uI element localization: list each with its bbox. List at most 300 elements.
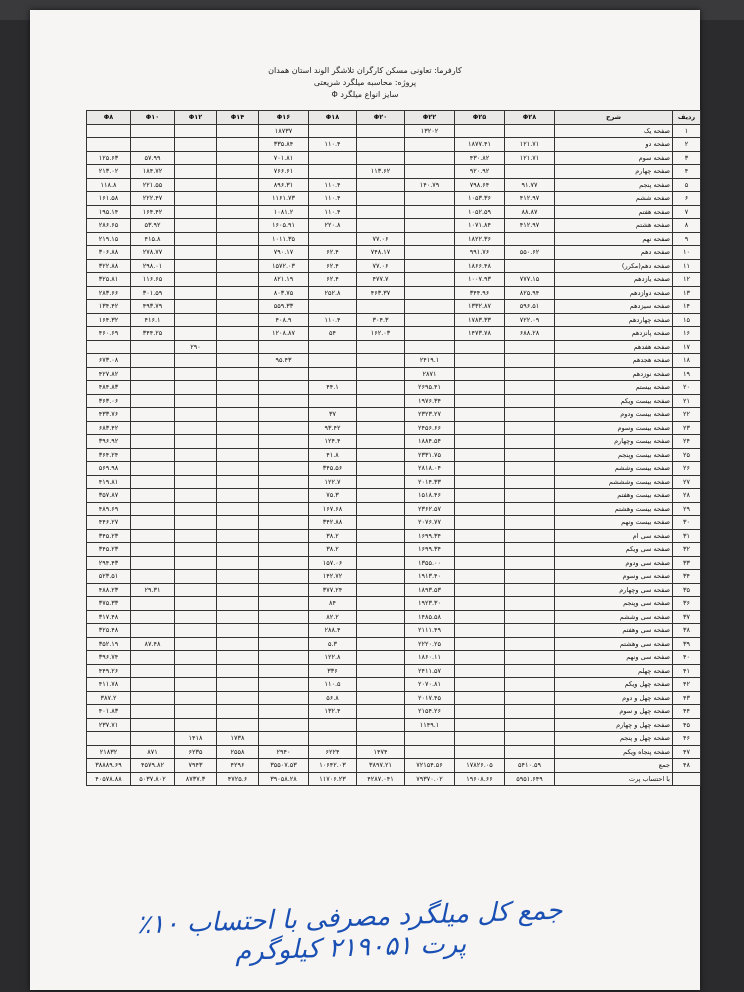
quantity-cell <box>357 705 405 719</box>
quantity-cell <box>175 205 217 219</box>
quantity-cell <box>455 435 505 449</box>
row-number-cell: ۴۸ <box>673 759 701 773</box>
quantity-cell: ۳۴۴.۹۶ <box>455 286 505 300</box>
quantity-cell <box>259 394 309 408</box>
quantity-cell: ۸۲.۲ <box>309 610 357 624</box>
quantity-cell <box>217 340 259 354</box>
quantity-cell: ۳۹۶.۷۴ <box>87 651 131 665</box>
quantity-cell: ۳۸۹۷.۲۱ <box>357 759 405 773</box>
quantity-cell: ۴۱۱.۷۸ <box>87 678 131 692</box>
quantity-cell <box>505 489 555 503</box>
description-cell: صفحه دو <box>555 138 673 152</box>
quantity-cell: ۱۶۱.۵۸ <box>87 192 131 206</box>
quantity-cell <box>217 408 259 422</box>
table-row <box>87 489 701 503</box>
quantity-cell <box>505 475 555 489</box>
row-number-cell: ۱۹ <box>673 367 701 381</box>
quantity-cell <box>217 543 259 557</box>
description-cell: صفحه بیست وپنجم <box>555 448 673 462</box>
table-row <box>87 705 701 719</box>
quantity-cell <box>357 529 405 543</box>
quantity-cell <box>175 475 217 489</box>
row-number-cell: ۱ <box>673 124 701 138</box>
quantity-cell: ۱۵۷.۰۶ <box>309 556 357 570</box>
table-row <box>87 543 701 557</box>
description-cell: صفحه یازدهم <box>555 273 673 287</box>
quantity-cell <box>259 624 309 638</box>
quantity-cell: ۳۴۲.۸۸ <box>309 516 357 530</box>
row-number-cell: ۲۴ <box>673 435 701 449</box>
quantity-cell: ۵۵۹.۳۳ <box>259 300 309 314</box>
column-header: Φ۲۲ <box>405 111 455 125</box>
quantity-cell <box>175 394 217 408</box>
quantity-cell <box>131 705 175 719</box>
quantity-cell: ۲۷۸.۷۷ <box>131 246 175 260</box>
quantity-cell: ۴۰۱.۸۳ <box>87 705 131 719</box>
row-number-cell: ۱۸ <box>673 354 701 368</box>
row-number-cell: ۴۱ <box>673 664 701 678</box>
quantity-cell <box>357 381 405 395</box>
description-cell: صفحه سی وهفتم <box>555 624 673 638</box>
quantity-cell: ۲۹۰ <box>175 340 217 354</box>
description-cell: صفحه چهل ویکم <box>555 678 673 692</box>
quantity-cell: ۱۹۲۳.۳۰ <box>405 597 455 611</box>
quantity-cell: ۳۵۵۰۷.۵۳ <box>259 759 309 773</box>
quantity-cell <box>455 651 505 665</box>
table-row <box>87 367 701 381</box>
quantity-cell <box>505 583 555 597</box>
quantity-cell <box>175 583 217 597</box>
quantity-cell <box>175 313 217 327</box>
quantity-cell: ۸۸.۸۷ <box>505 205 555 219</box>
quantity-cell <box>505 381 555 395</box>
quantity-cell: ۱۱۰.۴ <box>309 205 357 219</box>
quantity-cell: ۱۷۳۸ <box>217 732 259 746</box>
quantity-cell <box>175 624 217 638</box>
table-row <box>87 205 701 219</box>
table-row <box>87 462 701 476</box>
description-cell: صفحه هشتم <box>555 219 673 233</box>
quantity-cell: ۶۷۳.۰۸ <box>87 354 131 368</box>
quantity-cell: ۲۱۱۱.۴۹ <box>405 624 455 638</box>
quantity-cell: ۷۵.۳ <box>309 489 357 503</box>
description-cell: صفحه بیست ودوم <box>555 408 673 422</box>
quantity-cell <box>405 232 455 246</box>
quantity-cell: ۱۵۷۲.۰۳ <box>259 259 309 273</box>
quantity-cell: ۴۳۰.۸۲ <box>455 151 505 165</box>
quantity-cell <box>309 151 357 165</box>
row-number-cell: ۴۳ <box>673 691 701 705</box>
quantity-cell: ۵۴ <box>309 327 357 341</box>
quantity-cell <box>131 124 175 138</box>
quantity-cell <box>405 340 455 354</box>
quantity-cell <box>259 664 309 678</box>
quantity-cell <box>405 300 455 314</box>
quantity-cell <box>455 381 505 395</box>
quantity-cell <box>87 340 131 354</box>
quantity-cell <box>455 394 505 408</box>
row-number-cell: ۳۰ <box>673 516 701 530</box>
quantity-cell <box>405 192 455 206</box>
quantity-cell <box>357 367 405 381</box>
quantity-cell <box>505 732 555 746</box>
quantity-cell <box>505 637 555 651</box>
quantity-cell: ۱۱۰.۴ <box>309 178 357 192</box>
quantity-cell: ۷۷۷.۱۵ <box>505 273 555 287</box>
quantity-cell: ۸۲۱.۱۹ <box>259 273 309 287</box>
quantity-cell: ۷۹۸.۶۴ <box>455 178 505 192</box>
quantity-cell <box>259 516 309 530</box>
rebar-table <box>86 110 701 786</box>
quantity-cell <box>175 421 217 435</box>
quantity-cell <box>131 489 175 503</box>
quantity-cell <box>505 664 555 678</box>
quantity-cell <box>505 259 555 273</box>
handwritten-total-note: جمع کل میلگرد مصرفی با احتساب ۱۰٪ پرت ۲۱۹۰۵۱ کیلوگرم <box>136 895 563 968</box>
document-sheet <box>30 10 700 990</box>
quantity-cell: ۲۰۱۷.۴۵ <box>405 691 455 705</box>
description-cell: صفحه پنجاه ویکم <box>555 745 673 759</box>
quantity-cell: ۲۹۸.۰۱ <box>131 259 175 273</box>
quantity-cell: ۲۸۶.۶۵ <box>87 219 131 233</box>
quantity-cell <box>455 516 505 530</box>
quantity-cell: ۱۱۴۹.۱ <box>405 718 455 732</box>
quantity-cell: ۲۳۲۳.۲۷ <box>405 408 455 422</box>
quantity-cell: ۱۲۱.۷۱ <box>505 151 555 165</box>
quantity-cell <box>217 327 259 341</box>
quantity-cell <box>259 583 309 597</box>
quantity-cell: ۴۵۷۹.۸۲ <box>131 759 175 773</box>
quantity-cell: ۱۰۵۲.۵۹ <box>455 205 505 219</box>
column-header: Φ۲۵ <box>455 111 505 125</box>
quantity-cell: ۸۷۳۷.۳ <box>175 772 217 786</box>
quantity-cell <box>505 516 555 530</box>
quantity-cell: ۴۱۵.۸ <box>131 232 175 246</box>
quantity-cell <box>505 340 555 354</box>
table-row <box>87 421 701 435</box>
quantity-cell <box>131 597 175 611</box>
quantity-cell: ۱۰۷۱.۸۴ <box>455 219 505 233</box>
quantity-cell <box>505 570 555 584</box>
quantity-cell <box>217 165 259 179</box>
quantity-cell: ۱۴۱۸ <box>175 732 217 746</box>
quantity-cell: ۴۱۹.۸۱ <box>87 475 131 489</box>
quantity-cell <box>175 462 217 476</box>
quantity-cell <box>217 448 259 462</box>
row-number-cell: ۳۸ <box>673 624 701 638</box>
quantity-cell <box>357 543 405 557</box>
table-row <box>87 232 701 246</box>
description-cell: صفحه چهاردهم <box>555 313 673 327</box>
column-header: Φ۱۴ <box>217 111 259 125</box>
quantity-cell <box>357 718 405 732</box>
column-header: ردیف <box>673 111 701 125</box>
quantity-cell <box>175 300 217 314</box>
quantity-cell: ۵۰۳۷.۸۰۲ <box>131 772 175 786</box>
quantity-cell: ۳۶۴.۲۴ <box>87 448 131 462</box>
quantity-cell <box>131 462 175 476</box>
quantity-cell <box>131 354 175 368</box>
quantity-cell <box>175 192 217 206</box>
quantity-cell: ۹۳.۴۲ <box>309 421 357 435</box>
table-row <box>87 597 701 611</box>
row-number-cell: ۱۶ <box>673 327 701 341</box>
table-row <box>87 273 701 287</box>
quantity-cell <box>505 462 555 476</box>
row-number-cell: ۳۶ <box>673 597 701 611</box>
description-cell: صفحه بیست ونهم <box>555 516 673 530</box>
table-row <box>87 691 701 705</box>
quantity-cell <box>259 489 309 503</box>
quantity-cell: ۴۲۹۶ <box>217 759 259 773</box>
quantity-cell <box>455 556 505 570</box>
quantity-cell <box>405 273 455 287</box>
quantity-cell: ۲۶۹۵.۴۱ <box>405 381 455 395</box>
quantity-cell: ۱۱۶.۶۵ <box>131 273 175 287</box>
description-cell: صفحه چهارم <box>555 165 673 179</box>
quantity-cell <box>259 502 309 516</box>
quantity-cell: ۱۲۰۸.۸۷ <box>259 327 309 341</box>
quantity-cell: ۱۷۸۲۶.۰۵ <box>455 759 505 773</box>
quantity-cell: ۷۴۸.۱۷ <box>357 246 405 260</box>
quantity-cell <box>455 340 505 354</box>
quantity-cell: ۲۳۷.۷۱ <box>87 718 131 732</box>
quantity-cell: ۳۰۴.۳ <box>357 313 405 327</box>
row-number-cell: ۴۵ <box>673 718 701 732</box>
quantity-cell: ۴۶۳.۳۷ <box>357 286 405 300</box>
quantity-cell <box>357 624 405 638</box>
quantity-cell: ۲۹۴.۴۳ <box>87 556 131 570</box>
quantity-cell <box>455 354 505 368</box>
quantity-cell <box>505 543 555 557</box>
quantity-cell <box>405 313 455 327</box>
row-number-cell: ۳۵ <box>673 583 701 597</box>
row-number-cell: ۷ <box>673 205 701 219</box>
quantity-cell <box>259 556 309 570</box>
description-cell: صفحه چهل و دوم <box>555 691 673 705</box>
quantity-cell <box>309 394 357 408</box>
description-cell: صفحه سی ویکم <box>555 543 673 557</box>
quantity-cell <box>309 300 357 314</box>
quantity-cell: ۱۰۸۱.۲ <box>259 205 309 219</box>
quantity-cell <box>131 502 175 516</box>
quantity-cell: ۷۲۱۵۴.۵۶ <box>405 759 455 773</box>
quantity-cell <box>505 354 555 368</box>
quantity-cell: ۳۶۳.۰۶ <box>87 394 131 408</box>
row-number-cell: ۱۳ <box>673 286 701 300</box>
row-number-cell: ۳۱ <box>673 529 701 543</box>
quantity-cell: ۳۲۵.۸۱ <box>87 273 131 287</box>
quantity-cell <box>175 610 217 624</box>
quantity-cell <box>259 448 309 462</box>
quantity-cell: ۲۳۳۱.۷۵ <box>405 448 455 462</box>
quantity-cell: ۷۹۳۷۰.۰۲ <box>405 772 455 786</box>
row-number-cell: ۶ <box>673 192 701 206</box>
table-row <box>87 556 701 570</box>
description-cell: صفحه بیست ویکم <box>555 394 673 408</box>
quantity-cell: ۱۳۲۰۲ <box>405 124 455 138</box>
row-number-cell: ۳۷ <box>673 610 701 624</box>
quantity-cell: ۱۸۴.۷۲ <box>131 165 175 179</box>
quantity-cell <box>217 705 259 719</box>
quantity-cell: ۱۱۰.۵ <box>309 678 357 692</box>
row-number-cell: ۲۰ <box>673 381 701 395</box>
description-cell: صفحه سی وششم <box>555 610 673 624</box>
quantity-cell: ۷۲۲.۰۹ <box>505 313 555 327</box>
quantity-cell: ۱۷۸۳.۳۳ <box>455 313 505 327</box>
quantity-cell <box>505 502 555 516</box>
quantity-cell <box>217 475 259 489</box>
description-cell: صفحه بیست وششم <box>555 462 673 476</box>
quantity-cell <box>217 678 259 692</box>
description-cell: صفحه چهل و سوم <box>555 705 673 719</box>
description-cell: صفحه سی ودوم <box>555 556 673 570</box>
description-cell: صفحه نهم <box>555 232 673 246</box>
quantity-cell: ۳۲۵.۴۸ <box>87 624 131 638</box>
quantity-cell <box>405 286 455 300</box>
quantity-cell: ۳۴۴.۲۵ <box>131 327 175 341</box>
row-number-cell: ۱۷ <box>673 340 701 354</box>
quantity-cell <box>175 543 217 557</box>
quantity-cell <box>217 516 259 530</box>
quantity-cell <box>505 678 555 692</box>
table-row <box>87 286 701 300</box>
quantity-cell <box>217 246 259 260</box>
quantity-cell <box>217 138 259 152</box>
quantity-cell: ۳۰۶.۸۸ <box>87 246 131 260</box>
quantity-cell <box>455 543 505 557</box>
quantity-cell: ۱۱۰.۴ <box>309 313 357 327</box>
quantity-cell: ۶۲.۴ <box>309 259 357 273</box>
quantity-cell <box>505 651 555 665</box>
quantity-cell <box>217 435 259 449</box>
row-number-cell: ۲۳ <box>673 421 701 435</box>
quantity-cell <box>357 489 405 503</box>
quantity-cell <box>309 354 357 368</box>
quantity-cell <box>505 394 555 408</box>
quantity-cell <box>131 340 175 354</box>
quantity-cell: ۲۲۲.۴۷ <box>131 192 175 206</box>
quantity-cell <box>175 178 217 192</box>
quantity-cell <box>175 502 217 516</box>
quantity-cell <box>405 745 455 759</box>
quantity-cell: ۱۲۴.۴ <box>309 435 357 449</box>
quantity-cell <box>131 543 175 557</box>
quantity-cell: ۱۶۴.۳۲ <box>87 313 131 327</box>
quantity-cell: ۲۴۵۶.۶۶ <box>405 421 455 435</box>
quantity-cell: ۱۸۸۴.۵۴ <box>405 435 455 449</box>
quantity-cell <box>357 192 405 206</box>
quantity-cell: ۴۰۸.۹ <box>259 313 309 327</box>
quantity-cell <box>131 138 175 152</box>
quantity-cell <box>87 138 131 152</box>
quantity-cell <box>455 570 505 584</box>
quantity-cell <box>175 381 217 395</box>
quantity-cell <box>505 624 555 638</box>
quantity-cell: ۱۱۳.۶۲ <box>357 165 405 179</box>
quantity-cell <box>175 435 217 449</box>
row-number-cell: ۳۹ <box>673 637 701 651</box>
quantity-cell <box>175 327 217 341</box>
column-header: Φ۸ <box>87 111 131 125</box>
quantity-cell: ۳۷۷.۲۴ <box>309 583 357 597</box>
quantity-cell <box>131 610 175 624</box>
quantity-cell <box>357 691 405 705</box>
table-row <box>87 570 701 584</box>
row-number-cell: ۵ <box>673 178 701 192</box>
quantity-cell <box>131 367 175 381</box>
quantity-cell <box>357 610 405 624</box>
quantity-cell: ۱۶۹۹.۳۴ <box>405 529 455 543</box>
table-row <box>87 246 701 260</box>
quantity-cell: ۱۱۰.۴ <box>309 138 357 152</box>
quantity-cell <box>357 462 405 476</box>
quantity-cell <box>175 516 217 530</box>
quantity-cell <box>357 475 405 489</box>
quantity-cell <box>455 610 505 624</box>
quantity-cell <box>131 556 175 570</box>
table-row <box>87 138 701 152</box>
quantity-cell <box>455 475 505 489</box>
quantity-cell <box>131 381 175 395</box>
quantity-cell <box>259 529 309 543</box>
quantity-cell: ۳۸۸۸۹.۶۹ <box>87 759 131 773</box>
quantity-cell <box>259 705 309 719</box>
quantity-cell <box>455 637 505 651</box>
table-row <box>87 354 701 368</box>
quantity-cell: ۳۳۶ <box>309 664 357 678</box>
table-row <box>87 637 701 651</box>
description-cell: صفحه پانزدهم <box>555 327 673 341</box>
quantity-cell <box>455 664 505 678</box>
quantity-cell <box>357 124 405 138</box>
quantity-cell <box>175 165 217 179</box>
table-row <box>87 313 701 327</box>
quantity-cell <box>175 219 217 233</box>
quantity-cell <box>357 516 405 530</box>
description-cell: صفحه چهل و چهارم <box>555 718 673 732</box>
quantity-cell: ۲۰۷۶.۷۷ <box>405 516 455 530</box>
quantity-cell <box>217 462 259 476</box>
quantity-cell <box>505 165 555 179</box>
row-number-cell: ۱۵ <box>673 313 701 327</box>
quantity-cell <box>455 448 505 462</box>
table-row <box>87 745 701 759</box>
table-row <box>87 435 701 449</box>
quantity-cell <box>217 529 259 543</box>
table-row <box>87 759 701 773</box>
quantity-cell <box>259 691 309 705</box>
row-number-cell: ۸ <box>673 219 701 233</box>
quantity-cell <box>217 286 259 300</box>
quantity-cell <box>217 300 259 314</box>
description-cell: صفحه نوزدهم <box>555 367 673 381</box>
quantity-cell: ۱۱۸.۸ <box>87 178 131 192</box>
quantity-cell: ۵۹۵۱.۶۴۹ <box>505 772 555 786</box>
quantity-cell <box>505 691 555 705</box>
quantity-cell: ۴۴۹.۲۶ <box>87 664 131 678</box>
quantity-cell <box>455 597 505 611</box>
quantity-cell: ۱۸۷۷.۴۱ <box>455 138 505 152</box>
description-cell: صفحه هفتم <box>555 205 673 219</box>
quantity-cell: ۱۶۷.۶۸ <box>309 502 357 516</box>
quantity-cell <box>405 259 455 273</box>
quantity-cell <box>455 124 505 138</box>
description-cell: صفحه بیست وشششم <box>555 475 673 489</box>
quantity-cell <box>175 354 217 368</box>
quantity-cell <box>455 408 505 422</box>
employer-line: کارفرما: تعاونی مسکن کارگران تلاشگر الوند استان همدان <box>268 66 462 75</box>
